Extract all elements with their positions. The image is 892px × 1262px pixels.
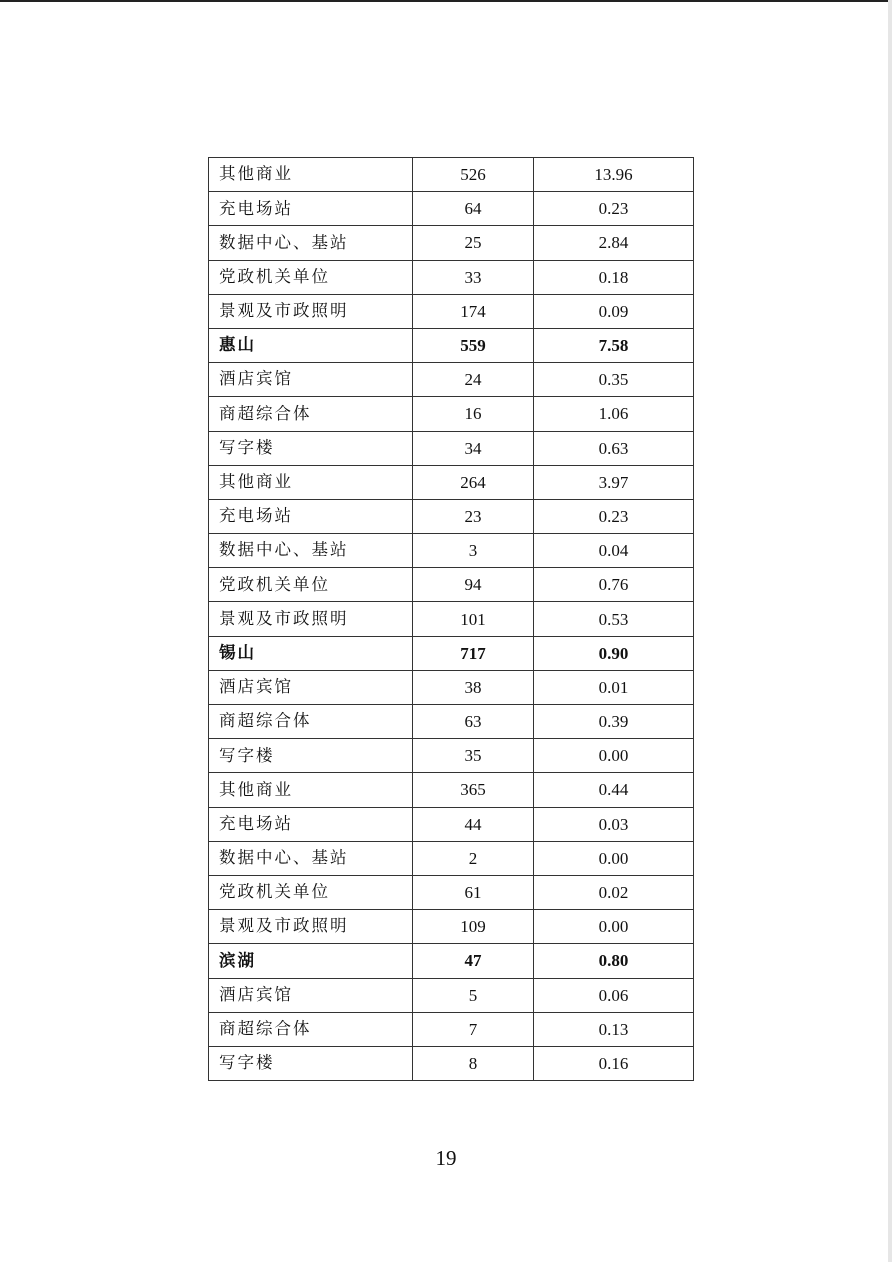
row-count-cell: 34 bbox=[413, 431, 534, 465]
row-category-cell: 景观及市政照明 bbox=[209, 602, 413, 636]
row-category-cell: 写字楼 bbox=[209, 1046, 413, 1080]
row-count-cell: 33 bbox=[413, 260, 534, 294]
table-row bbox=[209, 226, 694, 260]
row-category-cell: 商超综合体 bbox=[209, 397, 413, 431]
row-count-cell: 526 bbox=[413, 158, 534, 192]
row-value-cell: 0.23 bbox=[534, 499, 694, 533]
row-category-cell: 数据中心、基站 bbox=[209, 226, 413, 260]
row-count-cell: 16 bbox=[413, 397, 534, 431]
row-count-cell: 94 bbox=[413, 568, 534, 602]
table-row bbox=[209, 192, 694, 226]
row-category-cell: 商超综合体 bbox=[209, 1012, 413, 1046]
table-body bbox=[209, 158, 694, 1081]
row-category-cell: 写字楼 bbox=[209, 431, 413, 465]
row-count-cell: 44 bbox=[413, 807, 534, 841]
row-value-cell: 0.35 bbox=[534, 363, 694, 397]
table-row bbox=[209, 465, 694, 499]
page-number: 19 bbox=[435, 1146, 457, 1170]
row-category-cell: 商超综合体 bbox=[209, 705, 413, 739]
row-count-cell: 2 bbox=[413, 841, 534, 875]
row-category-cell: 酒店宾馆 bbox=[209, 978, 413, 1012]
table-row bbox=[209, 807, 694, 841]
row-category-cell: 酒店宾馆 bbox=[209, 670, 413, 704]
table-row bbox=[209, 1046, 694, 1080]
data-table bbox=[208, 157, 694, 1081]
row-count-cell: 5 bbox=[413, 978, 534, 1012]
row-category-cell: 数据中心、基站 bbox=[209, 841, 413, 875]
top-border-line bbox=[0, 0, 892, 2]
table-row bbox=[209, 1012, 694, 1046]
table-row bbox=[209, 397, 694, 431]
row-category-cell: 党政机关单位 bbox=[209, 568, 413, 602]
row-value-cell: 2.84 bbox=[534, 226, 694, 260]
row-category-cell: 惠山 bbox=[209, 328, 413, 362]
row-value-cell: 0.90 bbox=[534, 636, 694, 670]
row-value-cell: 0.80 bbox=[534, 944, 694, 978]
row-category-cell: 景观及市政照明 bbox=[209, 294, 413, 328]
row-count-cell: 24 bbox=[413, 363, 534, 397]
row-category-cell: 充电场站 bbox=[209, 499, 413, 533]
row-value-cell: 0.01 bbox=[534, 670, 694, 704]
row-value-cell: 0.02 bbox=[534, 875, 694, 909]
table-row bbox=[209, 431, 694, 465]
row-value-cell: 0.03 bbox=[534, 807, 694, 841]
row-value-cell: 0.13 bbox=[534, 1012, 694, 1046]
row-count-cell: 3 bbox=[413, 534, 534, 568]
table-row bbox=[209, 363, 694, 397]
table-row-district-total bbox=[209, 328, 694, 362]
row-count-cell: 64 bbox=[413, 192, 534, 226]
row-category-cell: 其他商业 bbox=[209, 465, 413, 499]
table-row-district-total bbox=[209, 944, 694, 978]
row-count-cell: 264 bbox=[413, 465, 534, 499]
table-row bbox=[209, 841, 694, 875]
table-row bbox=[209, 158, 694, 192]
row-count-cell: 38 bbox=[413, 670, 534, 704]
row-value-cell: 0.09 bbox=[534, 294, 694, 328]
table-row bbox=[209, 294, 694, 328]
row-value-cell: 0.18 bbox=[534, 260, 694, 294]
row-count-cell: 559 bbox=[413, 328, 534, 362]
table-row bbox=[209, 602, 694, 636]
row-value-cell: 13.96 bbox=[534, 158, 694, 192]
row-count-cell: 8 bbox=[413, 1046, 534, 1080]
row-value-cell: 0.00 bbox=[534, 841, 694, 875]
table-row bbox=[209, 739, 694, 773]
table-row bbox=[209, 670, 694, 704]
row-value-cell: 1.06 bbox=[534, 397, 694, 431]
table-row bbox=[209, 534, 694, 568]
row-count-cell: 109 bbox=[413, 910, 534, 944]
table-row bbox=[209, 978, 694, 1012]
row-category-cell: 酒店宾馆 bbox=[209, 363, 413, 397]
row-value-cell: 0.00 bbox=[534, 910, 694, 944]
table-row-district-total bbox=[209, 636, 694, 670]
table-row bbox=[209, 875, 694, 909]
page-edge-shadow bbox=[888, 0, 892, 1262]
row-count-cell: 174 bbox=[413, 294, 534, 328]
row-count-cell: 101 bbox=[413, 602, 534, 636]
row-category-cell: 其他商业 bbox=[209, 158, 413, 192]
row-category-cell: 党政机关单位 bbox=[209, 875, 413, 909]
row-category-cell: 党政机关单位 bbox=[209, 260, 413, 294]
row-value-cell: 0.39 bbox=[534, 705, 694, 739]
table-row bbox=[209, 499, 694, 533]
row-category-cell: 数据中心、基站 bbox=[209, 534, 413, 568]
row-count-cell: 717 bbox=[413, 636, 534, 670]
row-value-cell: 0.76 bbox=[534, 568, 694, 602]
row-category-cell: 滨湖 bbox=[209, 944, 413, 978]
row-value-cell: 0.63 bbox=[534, 431, 694, 465]
row-category-cell: 充电场站 bbox=[209, 192, 413, 226]
row-category-cell: 充电场站 bbox=[209, 807, 413, 841]
table-row bbox=[209, 568, 694, 602]
row-value-cell: 0.16 bbox=[534, 1046, 694, 1080]
row-value-cell: 0.44 bbox=[534, 773, 694, 807]
row-category-cell: 景观及市政照明 bbox=[209, 910, 413, 944]
row-value-cell: 7.58 bbox=[534, 328, 694, 362]
row-count-cell: 47 bbox=[413, 944, 534, 978]
row-category-cell: 写字楼 bbox=[209, 739, 413, 773]
table-row bbox=[209, 773, 694, 807]
row-value-cell: 0.53 bbox=[534, 602, 694, 636]
row-count-cell: 61 bbox=[413, 875, 534, 909]
row-count-cell: 7 bbox=[413, 1012, 534, 1046]
row-count-cell: 25 bbox=[413, 226, 534, 260]
row-category-cell: 锡山 bbox=[209, 636, 413, 670]
table-row bbox=[209, 705, 694, 739]
row-count-cell: 365 bbox=[413, 773, 534, 807]
row-count-cell: 23 bbox=[413, 499, 534, 533]
table-row bbox=[209, 910, 694, 944]
table-row bbox=[209, 260, 694, 294]
row-value-cell: 0.04 bbox=[534, 534, 694, 568]
row-value-cell: 0.23 bbox=[534, 192, 694, 226]
row-count-cell: 63 bbox=[413, 705, 534, 739]
row-category-cell: 其他商业 bbox=[209, 773, 413, 807]
row-value-cell: 3.97 bbox=[534, 465, 694, 499]
row-count-cell: 35 bbox=[413, 739, 534, 773]
row-value-cell: 0.00 bbox=[534, 739, 694, 773]
row-value-cell: 0.06 bbox=[534, 978, 694, 1012]
